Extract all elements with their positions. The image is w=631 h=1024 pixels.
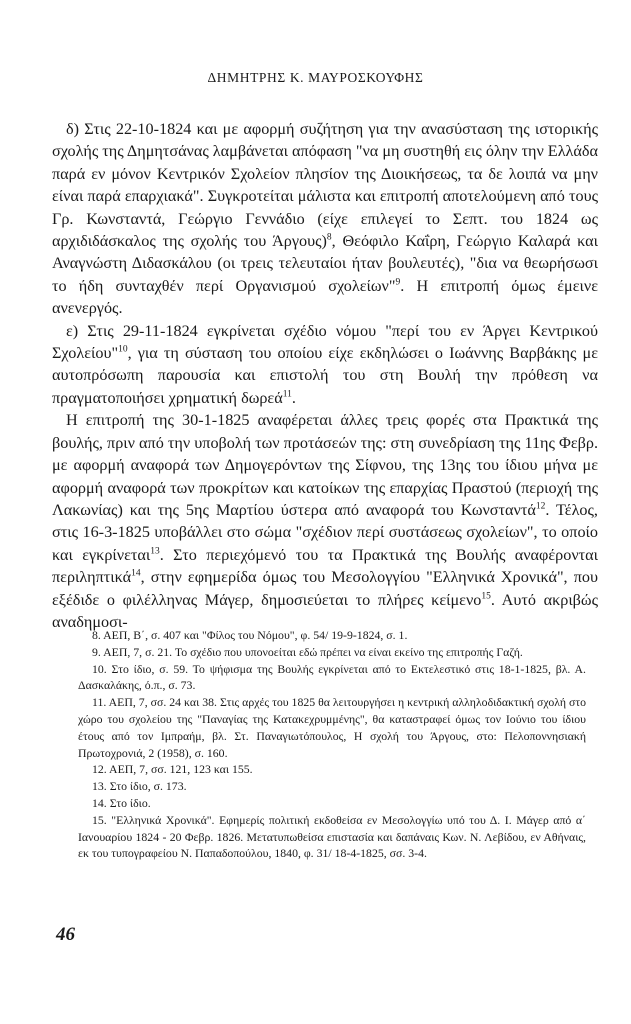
footnote: 8. ΑΕΠ, Β΄, σ. 407 και "Φίλος του Νόμου", φ. 54/ 19-9-1824, σ. 1.: [92, 628, 408, 642]
footnote: 9. ΑΕΠ, 7, σ. 21. Το σχέδιο που υπονοείται εδώ πρέπει να είναι εκείνο της επιτροπής Γαζή.: [92, 644, 523, 659]
text-run: . Η επιτροπή όμως έμεινε ανενεργός.: [52, 276, 598, 318]
text-run: , για τη σύσταση του οποίου είχε εκδηλώσει ο Ιωάννης Βαρβάκης με αυτοπρόσωπη παρουσία και επιστολή του στη Βουλή την πρόθεση να πραγματοποιήσει χρηματική δωρεά: [52, 344, 598, 407]
footnote-marker: 12: [535, 501, 546, 512]
footnote-marker: 14: [131, 568, 141, 579]
text-run: Η επιτροπή της 30-1-1825 αναφέρεται άλλες τρεις φορές στα Πρακτικά της βουλής, πριν από την υποβολή των προτάσεών της: στη συνεδρίαση της 11ης Φεβρ. με αφορμή αναφορά των Δημογερόντων της Σίφνου, της 13ης του ίδιου μήνα με αφορμή αναφορά των προκρίτων και κατοίκων της επαρχίας Πραστού (περιοχή της Λακωνίας) και της 5ης Μαρτίου ύστερα από αναφορά του Κωνσταντά: [52, 411, 598, 519]
paragraph: [52, 118, 598, 320]
footnote-marker: 15: [481, 591, 491, 602]
text-run: .: [291, 388, 296, 407]
footnote: 15. "Ελληνικά Χρονικά". Εφημερίς πολιτική εκδοθείσα εν Μεσολογγίω υπό του Δ. Ι. Μάγερ από α΄ Ιανουαρίου 1824 - 20 Φεβρ. 1826. Μετατυπωθείσα επιστασία και δαπάναις Κων. Ν. Λεβίδου, εν Αθήναις, εκ του τυπογραφείου Ν. Παπαδοπούλου, 1840, φ. 31/ 18-4-1825, σσ. 3-4.: [78, 812, 586, 861]
running-head: ΔΗΜΗΤΡΗΣ Κ. ΜΑΥΡΟΣΚΟΥΦΗΣ: [207, 70, 424, 85]
paragraph: [52, 320, 598, 410]
footnote-marker: 11: [282, 389, 292, 400]
footnote-marker: 13: [150, 546, 160, 557]
text-run: . Τέλος, στις 16-3-1825 υποβάλλει στο σώμα "σχέδιον περί συστάσεως σχολείων", το οποίο και εγκρίνεται: [52, 500, 598, 564]
paragraph: [52, 409, 598, 633]
text-run: , Θεόφιλο Καΐρη, Γεώργιο Καλαρά και Αναγνώστη Διδασκάλου (οι τρεις τελευταίοι ήταν βουλευτές), "δια να θεωρήσωσι το ήδη συνταχθέν περί Οργανισμού σχολείων": [52, 232, 598, 295]
body-text: [52, 118, 598, 633]
text-run: . Αυτό ακριβώς αναδημοσι-: [52, 590, 598, 631]
footnote: 13. Στο ίδιο, σ. 173.: [92, 779, 187, 794]
text-run: δ) Στις 22-10-1824 και με αφορμή συζήτηση για την ανασύσταση της ιστορικής σχολής της Δημητσάνας λαμβάνεται απόφαση "να μη συστηθή εις όλην την Ελλάδα παρά εν μόνον Κεντρικόν Σχολείον πλησίον της Διοικήσεως, τα δε λοιπά να μην είναι παρά επαρχιακά". Συγκροτείται μάλιστα και επιτροπή αποτελούμενη από τους Γρ. Κωνσταντά, Γεώργιο Γεννάδιο (είχε επιλεγεί το Σεπτ. του 1824 ως αρχιδιδάσκαλος της σχολής του Άργους): [52, 120, 598, 251]
text-run: , στην εφημερίδα όμως του Μεσολογγίου "Ελληνικά Χρονικά", που εξέδιδε ο φιλέλληνας Μάγερ, δημοσιεύεται το πλήρες κείμενο: [52, 568, 598, 609]
page-number: 46: [56, 924, 75, 945]
footnote-marker: 8: [326, 232, 332, 243]
text-run: . Στο περιεχόμενό του τα Πρακτικά της Βουλής αναφέρονται περιληπτικά: [52, 545, 598, 587]
footnote-marker: 9: [395, 277, 401, 288]
footnote-marker: 10: [118, 344, 128, 355]
footnote: 14. Στο ίδιο.: [92, 795, 151, 810]
text-run: ε) Στις 29-11-1824 εγκρίνεται σχέδιο νόμου "περί του εν Άργει Κεντρικού Σχολείου": [52, 321, 598, 363]
footnotes: [78, 627, 586, 862]
footnote: 12. ΑΕΠ, 7, σσ. 121, 123 και 155.: [92, 762, 253, 777]
footnote: 10. Στο ίδιο, σ. 59. Το ψήφισμα της Βουλής εγκρίνεται από το Εκτελεστικό στις 18-1-1825, βλ. Α. Δασκαλάκης, ό.π., σ. 73.: [78, 661, 586, 693]
footnote: 11. ΑΕΠ, 7, σσ. 24 και 38. Στις αρχές του 1825 θα λειτουργήσει η κεντρική αλληλοδιδακτική σχολή στο χώρο του σχολείου της "Παναγίας της Κατακεχρυμμένης", θα καταστραφεί όμως τον Ιούνιο του ίδιου έτους από τον Ιμπραήμ, βλ. Στ. Παναγιωτόπουλος, Η σχολή του Άργους, στο: Πελοποννησιακή Πρωτοχρονιά, 2 (1958), σ. 160.: [78, 695, 586, 760]
